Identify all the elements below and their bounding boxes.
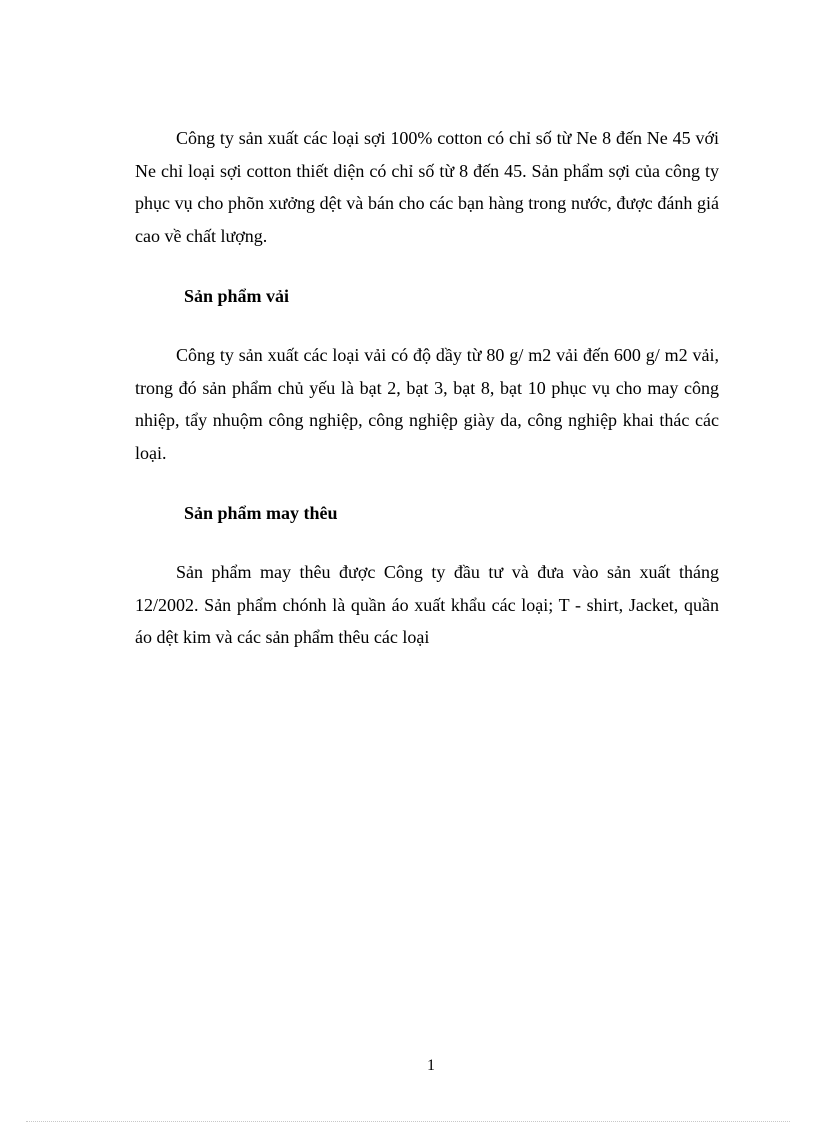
page-bottom-divider: [26, 1121, 790, 1122]
spacer: [135, 312, 719, 339]
paragraph-fabric-products: Công ty sản xuất các loại vải có độ dầy từ 80 g/ m2 vải đến 600 g/ m2 vải, trong đó sản phẩm chủ yếu là bạt 2, bạt 3, bạt 8, bạt 10 phục vụ cho may công nhiệp, tẩy nhuộm công nghiệp, công nghiệp giày da, công nghiệp khai thác các loại.: [135, 345, 719, 463]
document-body: [135, 122, 719, 654]
paragraph-yarn-products: Công ty sản xuất các loại sợi 100% cotton có chỉ số từ Ne 8 đến Ne 45 với Ne chỉ loại sợi cotton thiết diện có chỉ số từ 8 đến 45. Sản phẩm sợi của công ty phục vụ cho phõn xưởng dệt và bán cho các bạn hàng trong nước, được đánh giá cao về chất lượng.: [135, 128, 719, 246]
page-number: 1: [427, 1057, 435, 1074]
spacer: [135, 469, 719, 497]
paragraph-garment-embroidery-products: Sản phẩm may thêu được Công ty đầu tư và đưa vào sản xuất tháng 12/2002. Sản phẩm chónh là quần áo xuất khẩu các loại; T - shirt, Jacket, quần áo dệt kim và các sản phẩm thêu các loại: [135, 562, 719, 647]
heading-garment-embroidery-products: Sản phẩm may thêu: [184, 503, 338, 523]
heading-fabric-products: Sản phẩm vải: [184, 286, 290, 306]
spacer: [135, 529, 719, 556]
spacer: [135, 252, 719, 280]
